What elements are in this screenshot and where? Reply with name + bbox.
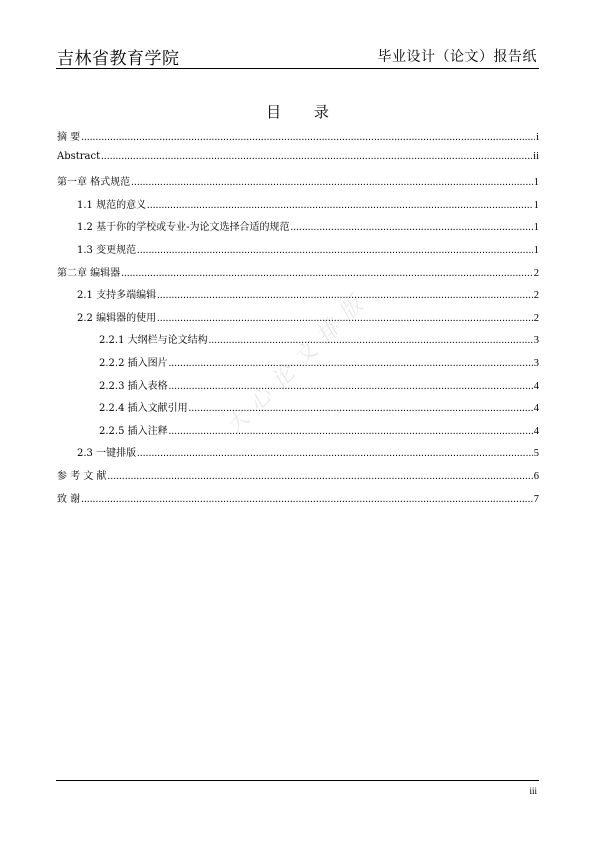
toc-entry-label: 2.2.2 插入图片 xyxy=(99,357,168,369)
toc-leader-dots xyxy=(169,358,533,369)
toc-entry-page: 7 xyxy=(533,493,539,505)
toc-leader-dots xyxy=(81,132,535,143)
toc-leader-dots xyxy=(101,151,532,162)
toc-entry-page: 1 xyxy=(533,244,539,256)
table-of-contents xyxy=(57,128,539,512)
toc-entry-page: 1 xyxy=(533,199,539,211)
toc-entry-label: 摘 要 xyxy=(57,132,81,143)
toc-entry-page: i xyxy=(536,132,539,143)
toc-entry-label: 第二章 编辑器 xyxy=(57,267,121,279)
toc-entry-page: 3 xyxy=(533,335,539,347)
toc-entry-page: 4 xyxy=(533,425,539,437)
toc-entry-page: ii xyxy=(533,150,539,162)
toc-entry-abstract-cn[interactable] xyxy=(57,128,539,151)
toc-entry-page: 1 xyxy=(533,222,539,234)
header-divider xyxy=(56,68,539,69)
toc-leader-dots xyxy=(137,448,533,459)
toc-entry-abstract-en[interactable] xyxy=(57,151,539,174)
toc-entry-page: 1 xyxy=(533,177,539,189)
toc-entry-section-2-1[interactable] xyxy=(57,286,539,309)
footer-divider xyxy=(56,780,539,781)
toc-entry-label: 2.2.3 插入表格 xyxy=(99,380,168,392)
toc-entry-label: Abstract xyxy=(57,150,101,162)
toc-leader-dots xyxy=(147,200,533,211)
toc-entry-label: 1.1 规范的意义 xyxy=(77,199,147,211)
toc-leader-dots xyxy=(108,471,533,482)
watermark: 大心论文排版 xyxy=(221,285,375,440)
toc-entry-label: 2.2.4 插入文献引用 xyxy=(99,403,188,415)
toc-leader-dots xyxy=(169,426,533,437)
toc-entry-chapter-1[interactable] xyxy=(57,173,539,196)
toc-entry-page: 5 xyxy=(533,448,539,460)
toc-leader-dots xyxy=(131,177,533,188)
toc-leader-dots xyxy=(137,245,533,256)
toc-entry-page: 2 xyxy=(533,312,539,324)
page-number: iii xyxy=(529,786,537,796)
toc-leader-dots xyxy=(290,222,532,233)
toc-leader-dots xyxy=(169,381,533,392)
toc-entry-label: 2.3 一键排版 xyxy=(77,448,137,460)
toc-entry-label: 1.2 基于你的学校或专业-为论文选择合适的规范 xyxy=(77,222,290,234)
toc-entry-label: 2.2 编辑器的使用 xyxy=(77,312,157,324)
toc-entry-section-2-3[interactable] xyxy=(57,444,539,467)
toc-entry-page: 2 xyxy=(533,290,539,302)
toc-entry-chapter-2[interactable] xyxy=(57,264,539,287)
toc-entry-label: 参 考 文 献 xyxy=(57,470,107,482)
toc-leader-dots xyxy=(209,335,533,346)
toc-entry-section-1-3[interactable] xyxy=(57,241,539,264)
toc-entry-label: 2.1 支持多端编辑 xyxy=(77,290,157,302)
toc-entry-acknowledgements[interactable] xyxy=(57,490,539,513)
header-institution: 吉林省教育学院 xyxy=(57,49,180,69)
toc-entry-page: 3 xyxy=(533,357,539,369)
header-document-type: 毕业设计（论文）报告纸 xyxy=(377,49,537,65)
toc-entry-page: 4 xyxy=(533,380,539,392)
toc-entry-section-2-2-4[interactable] xyxy=(57,399,539,422)
toc-entry-label: 1.3 变更规范 xyxy=(77,244,137,256)
toc-entry-section-1-2[interactable] xyxy=(57,218,539,241)
toc-entry-section-2-2[interactable] xyxy=(57,309,539,332)
toc-leader-dots xyxy=(121,268,533,279)
toc-title: 目 录 xyxy=(266,103,343,121)
toc-entry-label: 2.2.5 插入注释 xyxy=(99,425,168,437)
toc-entry-page: 2 xyxy=(533,267,539,279)
toc-entry-page: 4 xyxy=(533,403,539,415)
toc-entry-label: 第一章 格式规范 xyxy=(57,177,131,189)
toc-entry-references[interactable] xyxy=(57,467,539,490)
toc-entry-section-2-2-5[interactable] xyxy=(57,422,539,445)
toc-entry-label: 致 谢 xyxy=(57,493,81,505)
toc-entry-page: 6 xyxy=(533,470,539,482)
toc-entry-section-1-1[interactable] xyxy=(57,196,539,219)
toc-entry-label: 2.2.1 大纲栏与论文结构 xyxy=(99,335,208,347)
toc-leader-dots xyxy=(81,494,533,505)
